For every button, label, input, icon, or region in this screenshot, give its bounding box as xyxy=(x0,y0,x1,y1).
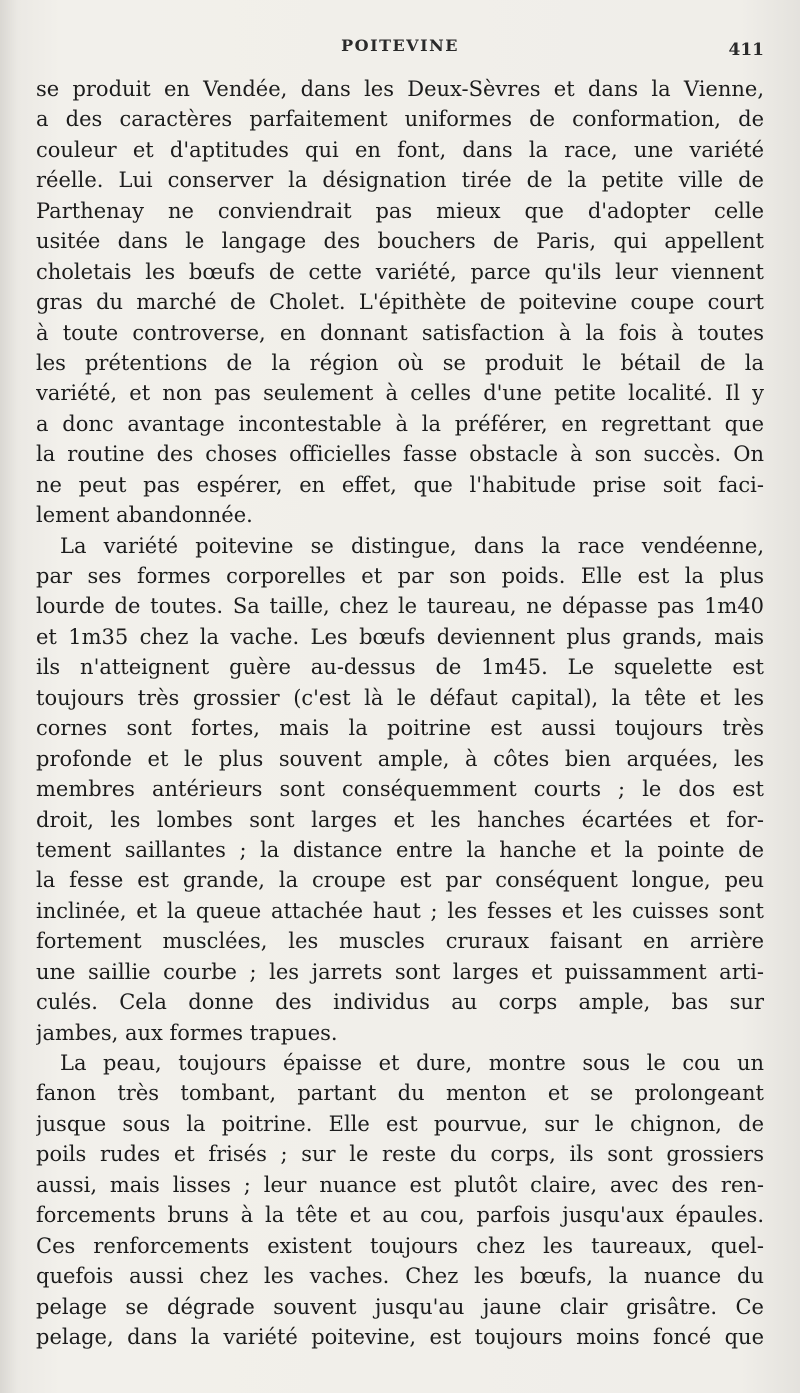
text-line: fortement musclées, les muscles cruraux faisant en arrière xyxy=(36,929,764,954)
text-line: la routine des choses officielles fasse obstacle à son succès. On xyxy=(36,442,764,467)
text-line: jambes, aux formes trapues. xyxy=(36,1020,338,1045)
text-line: variété, et non pas seulement à celles d'une petite localité. Il y xyxy=(36,381,764,406)
running-title: POITEVINE xyxy=(341,36,459,55)
text-line: quefois aussi chez les vaches. Chez les bœufs, la nuance du xyxy=(36,1264,764,1289)
text-line: Parthenay ne conviendrait pas mieux que d'adopter celle xyxy=(36,198,764,223)
text-line: inclinée, et la queue attachée haut ; les fesses et les cuisses sont xyxy=(36,898,764,923)
text-line: fanon très tombant, partant du menton et se prolongeant xyxy=(36,1081,764,1106)
text-line: cornes sont fortes, mais la poitrine est aussi toujours très xyxy=(36,716,764,741)
text-line: ils n'atteignent guère au-dessus de 1m45. Le squelette est xyxy=(36,655,764,680)
text-line: lement abandonnée. xyxy=(36,503,253,528)
text-line: La peau, toujours épaisse et dure, montre sous le cou un xyxy=(60,1051,764,1075)
text-line: une saillie courbe ; les jarrets sont larges et puissamment arti- xyxy=(36,959,764,984)
text-line: tement saillantes ; la distance entre la hanche et la pointe de xyxy=(36,837,764,862)
text-line: par ses formes corporelles et par son poids. Elle est la plus xyxy=(36,564,764,588)
text-line: ne peut pas espérer, en effet, que l'habitude prise soit faci- xyxy=(36,472,764,497)
text-line: droit, les lombes sont larges et les hanches écartées et for- xyxy=(36,807,764,832)
running-header xyxy=(36,30,764,64)
text-line: la fesse est grande, la croupe est par conséquent longue, peu xyxy=(36,868,764,893)
text-line: lourde de toutes. Sa taille, chez le taureau, ne dépasse pas 1m40 xyxy=(36,594,764,619)
body-text xyxy=(36,74,764,1352)
text-line: choletais les bœufs de cette variété, parce qu'ils leur viennent xyxy=(36,259,764,284)
text-line: les prétentions de la région où se produit le bétail de la xyxy=(36,350,764,375)
page-number: 411 xyxy=(728,40,764,60)
text-line: et 1m35 chez la vache. Les bœufs deviennent plus grands, mais xyxy=(36,624,764,649)
text-line: forcements bruns à la tête et au cou, parfois jusqu'aux épaules. xyxy=(36,1203,764,1228)
text-line: toujours très grossier (c'est là le défaut capital), la tête et les xyxy=(36,685,764,710)
text-line: gras du marché de Cholet. L'épithète de poitevine coupe court xyxy=(36,290,764,315)
text-line: membres antérieurs sont conséquemment courts ; le dos est xyxy=(36,777,764,802)
text-line: jusque sous la poitrine. Elle est pourvue, sur le chignon, de xyxy=(36,1111,764,1136)
text-line: usitée dans le langage des bouchers de Paris, qui appellent xyxy=(36,229,764,254)
text-line: aussi, mais lisses ; leur nuance est plutôt claire, avec des ren- xyxy=(36,1172,764,1197)
text-line: profonde et le plus souvent ample, à côtes bien arquées, les xyxy=(36,746,764,771)
text-line: a donc avantage incontestable à la préférer, en regrettant que xyxy=(36,411,764,436)
text-line: a des caractères parfaitement uniformes de conformation, de xyxy=(36,107,764,132)
text-line: pelage se dégrade souvent jusqu'au jaune clair grisâtre. Ce xyxy=(36,1294,764,1319)
text-line: culés. Cela donne des individus au corps ample, bas sur xyxy=(36,990,764,1015)
text-line: La variété poitevine se distingue, dans la race vendéenne, xyxy=(60,533,764,558)
text-line: réelle. Lui conserver la désignation tirée de la petite ville de xyxy=(36,168,764,193)
text-line: à toute controverse, en donnant satisfaction à la fois à toutes xyxy=(36,320,764,345)
text-line: couleur et d'aptitudes qui en font, dans la race, une variété xyxy=(36,137,764,162)
text-line: pelage, dans la variété poitevine, est toujours moins foncé que xyxy=(36,1324,764,1349)
text-line: poils rudes et frisés ; sur le reste du corps, ils sont grossiers xyxy=(36,1142,764,1167)
text-line: Ces renforcements existent toujours chez les taureaux, quel- xyxy=(36,1233,764,1258)
text-line: se produit en Vendée, dans les Deux-Sèvres et dans la Vienne, xyxy=(36,77,764,101)
